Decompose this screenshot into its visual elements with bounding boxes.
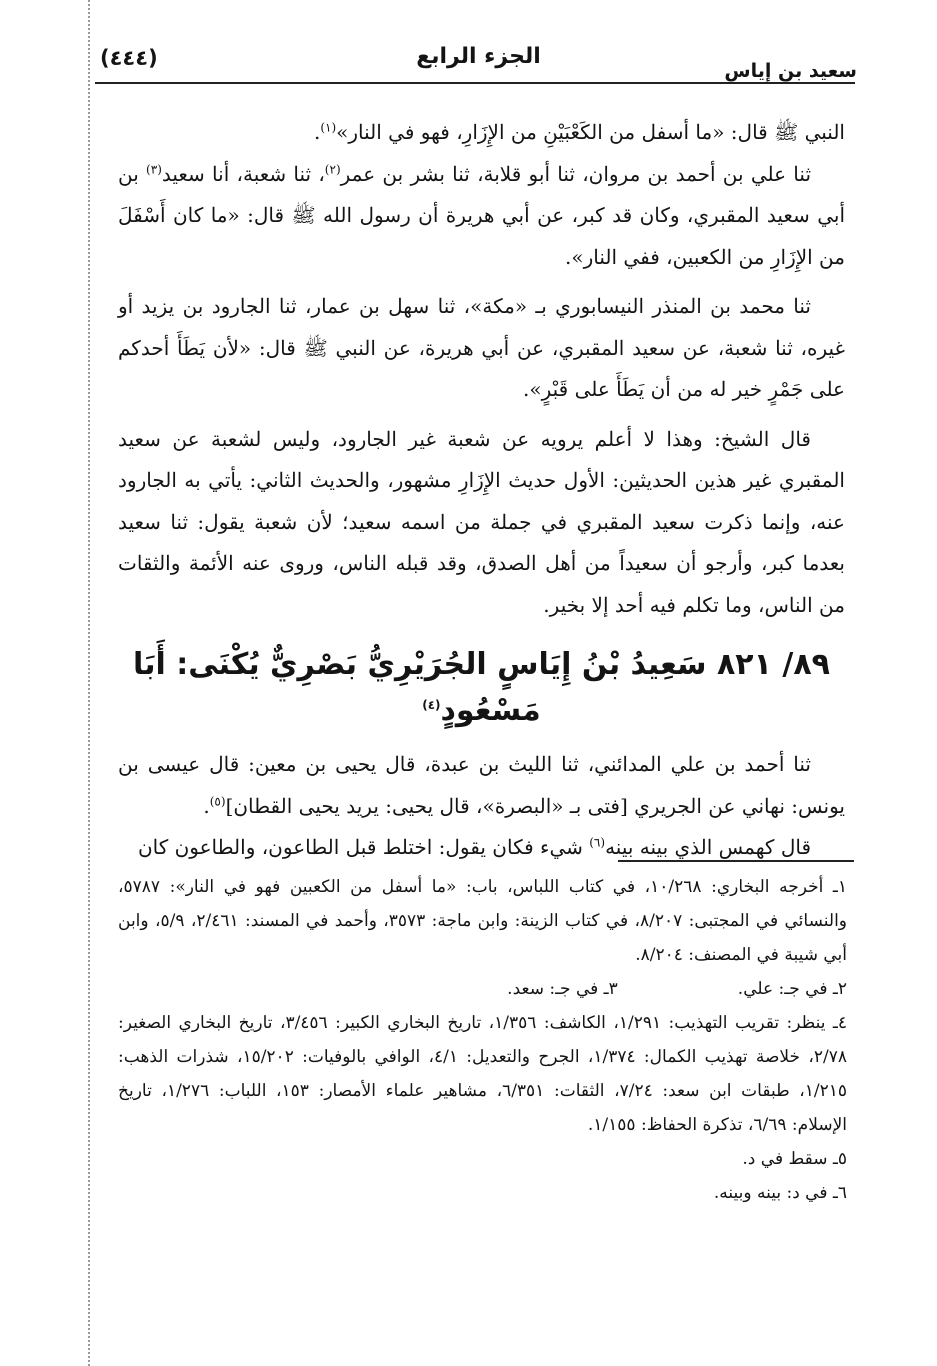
running-title: سعيد بن إياس [724,60,857,82]
page-header [100,40,857,80]
paragraph-1-text: النبي ﷺ قال: «ما أسفل من الكَعْبَيْنِ من الإِزَارِ، فهو في النار» [336,120,845,144]
footnote-ref-4: (٤) [422,698,441,712]
paragraph-5-end: . [203,793,210,818]
footnote-ref-2: (٢) [324,161,341,176]
paragraph-2-text-c: بن أبي سعيد المقبري، وكان قد كبر، عن أبي هريرة أن رسول الله ﷺ قال: «ما كان أَسْفَلَ من الإِزَارِ من الكعبين، ففي النار». [118,161,845,269]
paragraph-5 [118,744,845,827]
footnote-6: ٦ـ في د: بينه وبينه. [713,1183,847,1203]
paragraph-6 [118,827,845,869]
entry-heading-text: ٨٩/ ٨٢١ سَعِيدُ بْنُ إِيَاسٍ الجُرَيْرِيُّ بَصْرِيٌّ يُكْنَى: أَبَا مَسْعُودٍ [133,647,830,728]
main-text [118,112,845,869]
paragraph-1: النبي ﷺ قال: «ما أسفل من الكَعْبَيْنِ من الإِزَارِ، فهو في النار»$^{(١)}$. [313,120,845,144]
footnote-2: ٢ـ في جـ: علي. [737,979,847,999]
footnote-ref-5: (٥) [209,793,226,808]
paragraph-3: ثنا محمد بن المنذر النيسابوري بـ «مكة»، ثنا سهل بن عمار، ثنا الجارود بن يزيد أو غيره، ثنا شعبة، عن سعيد المقبري، عن أبي هريرة، عن النبي ﷺ قال: «لأن يَطَأَ أحدكم على جَمْرٍ خير له من أن يَطَأَ على قَبْرٍ». [118,294,845,401]
header-rule [95,82,855,84]
footnote-ref-3: (٣) [146,161,162,176]
footnote-ref-6: (٦) [589,835,606,850]
footnote-ref-1: (١) [320,120,337,135]
page-number: (٤٤٤) [100,46,158,70]
paragraph-2-text-a: ثنا علي بن أحمد بن مروان، ثنا أبو قلابة، ثنا بشر بن عمر [340,161,812,186]
part-title: الجزء الرابع [416,44,541,69]
footnote-5: ٥ـ سقط في د. [742,1149,847,1169]
footnote-rule [618,860,854,862]
entry-heading [118,642,845,734]
paragraph-2 [118,154,845,279]
footnote-4: ٤ـ ينظر: تقريب التهذيب: ١/٢٩١، الكاشف: ١/٣٥٦، تاريخ البخاري الكبير: ٣/٤٥٦، تاريخ البخاري الصغير: ٢/٧٨، خلاصة تهذيب الكمال: ١/٣٧٤، الجرح والتعديل: ٤/١، الوافي بالوفيات: ١٥/٢٠٢، شذرات الذهب: ١/٢١٥، طبقات ابن سعد: ٧/٢٤، الثقات: ٦/٣٥١، مشاهير علماء الأمصار: ١٥٣، اللباب: ١/٢٧٦، تاريخ الإسلام: ٦/٦٩، تذكرة الحفاظ: ١/١٥٥. [118,1013,847,1135]
footnote-3: ٣ـ في جـ: سعد. [507,979,618,999]
margin-dotted-line [88,0,90,1366]
paragraph-5-text: ثنا أحمد بن علي المدائني، ثنا الليث بن عبدة، قال يحيى بن معين: قال عيسى بن يونس: نهاني عن الجريري [فتى بـ «البصرة»، قال يحيى: يريد يحيى القطان] [118,752,845,818]
footnote-pair [118,972,847,1006]
footnotes [118,870,847,1210]
footnote-1: ١ـ أخرجه البخاري: ١٠/٢٦٨، في كتاب اللباس، باب: «ما أسفل من الكعبين فهو في النار»: ٥٧٨٧، والنسائي في المجتبى: ٨/٢٠٧، في كتاب الزينة: وابن ماجة: ٣٥٧٣، وأحمد في المسند: ٢/٤٦١، ٥/٩، وابن أبي شيبة في المصنف: ٨/٢٠٤. [118,877,848,965]
paragraph-6-text-b: شيء فكان يقول: اختلط قبل الطاعون، والطاعون كان [137,835,590,859]
paragraph-6-text-a: قال كهمس الذي بينه بينه [605,835,811,859]
paragraph-4: قال الشيخ: وهذا لا أعلم يرويه عن شعبة غير الجارود، وليس لشعبة عن سعيد المقبري غير هذين الحديثين: الأول حديث الإِزَارِ مشهور، والحديث الثاني: يأتي به الجارود عنه، وإنما ذكرت سعيد المقبري في جملة من اسمه سعيد؛ لأن شعبة يقول: ثنا سعيد بعدما كبر، وأرجو أن سعيداً من أهل الصدق، وقد قبله الناس، وروى عنه الأئمة والثقات من الناس، وما تكلم فيه أحد إلا بخير. [118,426,845,617]
paragraph-2-text-b: ، ثنا شعبة، أنا سعيد [161,161,325,186]
